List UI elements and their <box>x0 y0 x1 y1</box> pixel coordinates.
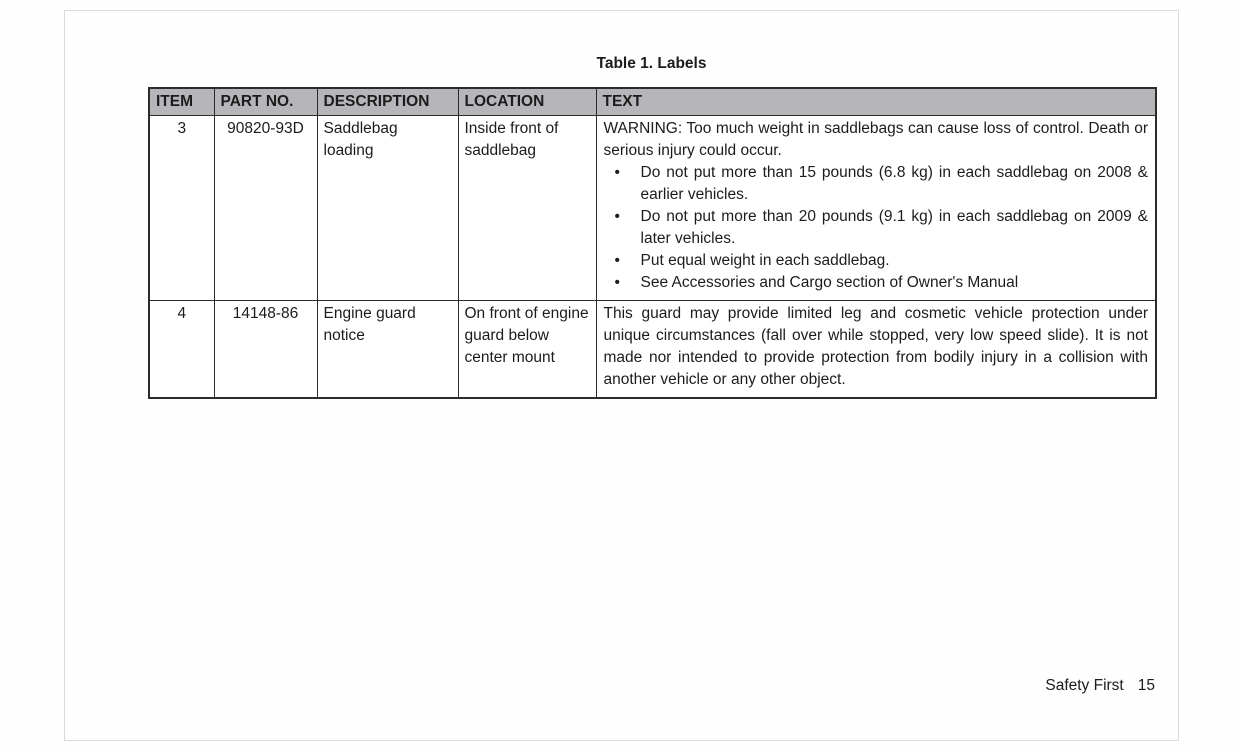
cell-item: 3 <box>149 116 214 301</box>
column-header-location: LOCATION <box>458 88 596 116</box>
bullet-item <box>604 250 1149 272</box>
table-header-row <box>149 88 1156 116</box>
cell-description: Saddlebag loading <box>317 116 458 301</box>
bullet-marker: • <box>614 164 620 181</box>
cell-location: On front of engine guard below center mount <box>458 301 596 399</box>
bullet-text: See Accessories and Cargo section of Owner's Manual <box>640 274 1019 291</box>
cell-part-no: 14148-86 <box>214 301 317 399</box>
bullet-item <box>604 272 1149 294</box>
cell-text <box>596 116 1156 301</box>
cell-description: Engine guard notice <box>317 301 458 399</box>
column-header-item: ITEM <box>149 88 214 116</box>
bullet-text: Do not put more than 15 pounds (6.8 kg) in each saddlebag on 2008 & earlier vehicles. <box>640 164 1148 203</box>
page-footer <box>148 677 1155 695</box>
table-row <box>149 116 1156 301</box>
warning-text: WARNING: Too much weight in saddlebags can cause loss of control. Death or serious injury could occur. <box>603 120 1148 159</box>
bullet-marker: • <box>614 274 620 291</box>
bullet-item <box>604 206 1149 250</box>
table-row <box>149 301 1156 399</box>
bullet-text: Put equal weight in each saddlebag. <box>640 252 890 269</box>
footer-page-number: 15 <box>1137 677 1155 694</box>
bullet-item <box>604 162 1149 206</box>
bullet-marker: • <box>614 208 620 225</box>
bullet-text: Do not put more than 20 pounds (9.1 kg) in each saddlebag on 2009 & later vehicles. <box>640 208 1148 247</box>
footer-section-label: Safety First <box>1045 677 1124 694</box>
labels-table <box>148 87 1157 399</box>
column-header-text: TEXT <box>596 88 1156 116</box>
cell-part-no: 90820-93D <box>214 116 317 301</box>
cell-text <box>596 301 1156 399</box>
column-header-part-no: PART NO. <box>214 88 317 116</box>
table-title: Table 1. Labels <box>596 55 707 72</box>
bullet-marker: • <box>614 252 620 269</box>
notice-text: This guard may provide limited leg and cosmetic vehicle protection under unique circumstances (fall over while stopped, very low speed slide). It is not made nor intended to provide protection from bodily injury in a collision with another vehicle or any other object. <box>603 305 1148 388</box>
cell-item: 4 <box>149 301 214 399</box>
column-header-description: DESCRIPTION <box>317 88 458 116</box>
cell-location: Inside front of saddlebag <box>458 116 596 301</box>
